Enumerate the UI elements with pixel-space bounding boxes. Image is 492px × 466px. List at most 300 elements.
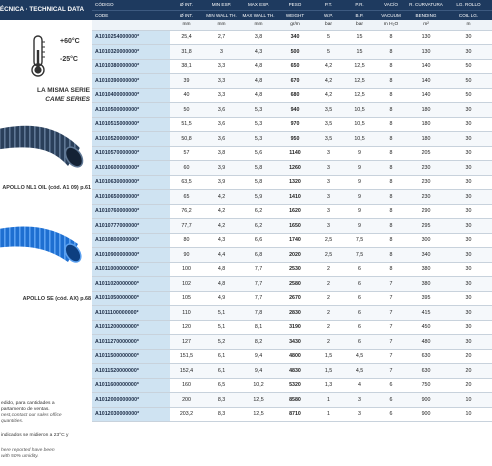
table-cell: 670 — [277, 74, 313, 89]
table-cell: 30 — [445, 175, 492, 190]
table-cell: 51,5 — [170, 117, 203, 132]
table-cell: 30 — [445, 233, 492, 248]
table-cell: 6 — [375, 378, 407, 393]
table-cell: 30 — [445, 306, 492, 321]
table-cell: 3,6 — [203, 117, 240, 132]
column-header: MAX ESP. — [240, 0, 277, 10]
table-cell: 900 — [407, 407, 445, 422]
table-cell: 1 — [313, 393, 344, 408]
table-cell: 8710 — [277, 407, 313, 422]
table-cell: 7,7 — [240, 291, 277, 306]
table-cell: 3430 — [277, 335, 313, 350]
series-heading-en: CAME SERIES — [45, 96, 90, 103]
table-row — [92, 30, 492, 45]
table-cell: 7 — [375, 320, 407, 335]
table-cell: 230 — [407, 190, 445, 205]
table-cell: 8 — [375, 74, 407, 89]
table-cell: 31,8 — [170, 45, 203, 60]
table-cell: 110 — [170, 306, 203, 321]
table-cell: 4,3 — [203, 233, 240, 248]
table-cell: 15 — [344, 45, 375, 60]
table-cell: 105 — [170, 291, 203, 306]
column-header-en: WEIGHT — [277, 10, 313, 20]
table-cell: 3 — [313, 190, 344, 205]
column-header-en: COIL LG. — [445, 10, 492, 20]
table-cell: 950 — [277, 132, 313, 147]
product-code-cell: A1010400000000* — [92, 88, 170, 103]
technical-data-table — [92, 0, 481, 466]
column-header-en: Ø INT. — [170, 10, 203, 20]
column-header-en: CODE — [92, 10, 170, 20]
table-cell: 4,2 — [203, 219, 240, 234]
temperature-range — [0, 30, 92, 80]
table-cell: 30 — [445, 335, 492, 350]
product-code-cell: A1010500000000* — [92, 103, 170, 118]
table-cell: 4830 — [277, 364, 313, 379]
table-cell: 340 — [407, 248, 445, 263]
table-cell: 140 — [407, 88, 445, 103]
table-cell: 2 — [313, 306, 344, 321]
table-cell: 12,5 — [344, 88, 375, 103]
table-cell: 10 — [445, 407, 492, 422]
table-row — [92, 335, 492, 350]
column-header: LG. ROLLO — [445, 0, 492, 10]
table-cell: 77,7 — [170, 219, 203, 234]
product-code-cell: A1010570000000* — [92, 146, 170, 161]
table-cell: 6,6 — [240, 233, 277, 248]
product-code-cell: A1011600000000* — [92, 378, 170, 393]
table-cell: 30 — [445, 291, 492, 306]
table-cell: 30 — [445, 262, 492, 277]
unit-cell: bar — [344, 20, 375, 30]
table-cell: 6 — [344, 277, 375, 292]
table-cell: 3,6 — [203, 132, 240, 147]
table-cell: 2530 — [277, 262, 313, 277]
table-cell: 10,2 — [240, 378, 277, 393]
table-cell: 8 — [375, 262, 407, 277]
column-header: R. CURVATURA — [407, 0, 445, 10]
table-cell: 680 — [277, 88, 313, 103]
table-cell: 160 — [170, 378, 203, 393]
table-cell: 127 — [170, 335, 203, 350]
table-row — [92, 175, 492, 190]
table-cell: 9 — [344, 204, 375, 219]
table-row — [92, 190, 492, 205]
table-cell: 76,2 — [170, 204, 203, 219]
table-cell: 3,8 — [240, 30, 277, 45]
table-cell: 205 — [407, 146, 445, 161]
table-cell: 8 — [375, 117, 407, 132]
table-cell: 38,1 — [170, 59, 203, 74]
table-cell: 2 — [313, 277, 344, 292]
table-row — [92, 233, 492, 248]
table-cell: 1410 — [277, 190, 313, 205]
table-cell: 10,5 — [344, 103, 375, 118]
table-cell: 5,3 — [240, 117, 277, 132]
table-cell: 4,2 — [203, 204, 240, 219]
product-code-cell: A1011270000000* — [92, 335, 170, 350]
table-cell: 3 — [344, 393, 375, 408]
table-cell: 480 — [407, 335, 445, 350]
column-header: CÓDIGO — [92, 0, 170, 10]
table-row — [92, 277, 492, 292]
units-row — [92, 20, 492, 30]
table-cell: 7,7 — [240, 262, 277, 277]
column-header-en: W.P. — [313, 10, 344, 20]
table-cell: 140 — [407, 59, 445, 74]
table-cell: 7 — [375, 364, 407, 379]
footnote-line: with 50% umidity. — [1, 454, 39, 459]
table-cell: 5,6 — [240, 146, 277, 161]
table-cell: 6 — [344, 320, 375, 335]
table-cell: 2 — [313, 320, 344, 335]
table-row — [92, 59, 492, 74]
table-cell: 5 — [313, 30, 344, 45]
table-cell: 230 — [407, 175, 445, 190]
table-cell: 6 — [344, 306, 375, 321]
footnote-line: quantities. — [1, 419, 24, 424]
table-cell: 4800 — [277, 349, 313, 364]
table-cell: 2670 — [277, 291, 313, 306]
table-cell: 1,5 — [313, 349, 344, 364]
table-cell: 30 — [445, 248, 492, 263]
table-row — [92, 219, 492, 234]
table-cell: 5,8 — [240, 161, 277, 176]
table-cell: 65 — [170, 190, 203, 205]
table-cell: 30 — [445, 190, 492, 205]
column-header: Ø INT. — [170, 0, 203, 10]
thermometer-icon — [28, 34, 48, 78]
table-cell: 9,4 — [240, 364, 277, 379]
unit-cell: mm — [170, 20, 203, 30]
table-cell: 1,5 — [313, 364, 344, 379]
product-code-cell: A1010390000000* — [92, 74, 170, 89]
table-cell: 6,2 — [240, 204, 277, 219]
table-cell: 4,2 — [313, 74, 344, 89]
table-cell: 9 — [344, 219, 375, 234]
table-cell: 4 — [344, 378, 375, 393]
table-cell: 2,5 — [313, 233, 344, 248]
section-header: ÉCNICA · TECHNICAL DATA — [0, 0, 92, 20]
table-cell: 50 — [445, 59, 492, 74]
table-cell: 3,5 — [313, 132, 344, 147]
table-cell: 300 — [407, 233, 445, 248]
column-header-en: MIN WALL TH. — [203, 10, 240, 20]
product-code-cell: A1010600000000* — [92, 161, 170, 176]
table-row — [92, 393, 492, 408]
table-cell: 3190 — [277, 320, 313, 335]
table-cell: 9 — [344, 190, 375, 205]
table-cell: 4,2 — [313, 59, 344, 74]
table-cell: 8 — [375, 103, 407, 118]
table-cell: 8 — [375, 161, 407, 176]
table-cell: 130 — [407, 30, 445, 45]
table-cell: 8,1 — [240, 320, 277, 335]
table-cell: 30 — [445, 204, 492, 219]
table-cell: 3 — [313, 175, 344, 190]
table-row — [92, 248, 492, 263]
unit-cell: mm — [203, 20, 240, 30]
product-code-cell: A1010380000000* — [92, 59, 170, 74]
product-code-cell: A1011000000000* — [92, 262, 170, 277]
product-code-cell: A1011500000000* — [92, 349, 170, 364]
table-cell: 50 — [170, 103, 203, 118]
table-cell: 450 — [407, 320, 445, 335]
table-cell: 2,5 — [313, 248, 344, 263]
product-code-cell: A1010630000000* — [92, 175, 170, 190]
same-series-heading — [37, 86, 90, 104]
product-code-cell: A1010900000000* — [92, 248, 170, 263]
table-cell: 7,5 — [344, 233, 375, 248]
table-cell: 9 — [344, 146, 375, 161]
product-code-cell: A1010520000000* — [92, 132, 170, 147]
table-cell: 30 — [445, 146, 492, 161]
table-cell: 9 — [344, 175, 375, 190]
table-cell: 5 — [313, 45, 344, 60]
table-cell: 30 — [445, 320, 492, 335]
table-cell: 30 — [445, 219, 492, 234]
table-row — [92, 378, 492, 393]
table-row — [92, 161, 492, 176]
table-cell: 6,1 — [203, 349, 240, 364]
table-cell: 4,4 — [203, 248, 240, 263]
footnote-line: here reported have been — [1, 448, 55, 453]
table-cell: 6 — [375, 407, 407, 422]
column-header: MIN ESP. — [203, 0, 240, 10]
table-cell: 8,3 — [203, 407, 240, 422]
table-cell: 3,6 — [203, 103, 240, 118]
product-code-cell: A1012000000000* — [92, 393, 170, 408]
table-cell: 630 — [407, 364, 445, 379]
table-cell: 4,2 — [313, 88, 344, 103]
table-cell: 5320 — [277, 378, 313, 393]
table-row — [92, 117, 492, 132]
table-cell: 4,8 — [240, 59, 277, 74]
max-temperature: +60°C — [60, 38, 80, 45]
table-cell: 7 — [375, 291, 407, 306]
table-cell: 7,7 — [240, 277, 277, 292]
table-cell: 9 — [344, 161, 375, 176]
table-cell: 3,8 — [203, 146, 240, 161]
table-cell: 30 — [445, 132, 492, 147]
table-cell: 5,1 — [203, 306, 240, 321]
table-cell: 5,8 — [240, 175, 277, 190]
table-cell: 63,5 — [170, 175, 203, 190]
unit-cell: m — [445, 20, 492, 30]
table-cell: 6,1 — [203, 364, 240, 379]
table-cell: 12,5 — [240, 393, 277, 408]
table-cell: 8 — [375, 175, 407, 190]
table-cell: 4,5 — [344, 349, 375, 364]
footnote-line: indicados se midieron a 23°C y — [1, 433, 69, 438]
table-cell: 3,9 — [203, 175, 240, 190]
table-cell: 1650 — [277, 219, 313, 234]
table-cell: 1260 — [277, 161, 313, 176]
column-header: P.T. — [313, 0, 344, 10]
table-cell: 8 — [375, 233, 407, 248]
table-cell: 3 — [313, 161, 344, 176]
table-cell: 203,2 — [170, 407, 203, 422]
table-cell: 2 — [313, 335, 344, 350]
table-cell: 4,8 — [240, 88, 277, 103]
table-cell: 3,5 — [313, 103, 344, 118]
table-cell: 5,2 — [203, 335, 240, 350]
table-row — [92, 146, 492, 161]
table-cell: 12,5 — [240, 407, 277, 422]
table-cell: 30 — [445, 117, 492, 132]
product-code-cell: A1010777000000* — [92, 219, 170, 234]
table-cell: 151,5 — [170, 349, 203, 364]
column-header: VACÍO — [375, 0, 407, 10]
table-cell: 900 — [407, 393, 445, 408]
unit-cell — [92, 20, 170, 30]
table-cell: 6,2 — [240, 219, 277, 234]
table-cell: 180 — [407, 132, 445, 147]
column-header: PESO — [277, 0, 313, 10]
table-cell: 30 — [445, 277, 492, 292]
table-cell: 290 — [407, 204, 445, 219]
table-cell: 60 — [170, 161, 203, 176]
table-cell: 30 — [445, 30, 492, 45]
unit-cell: m² — [407, 20, 445, 30]
table-row — [92, 204, 492, 219]
table-cell: 8 — [375, 30, 407, 45]
table-cell: 39 — [170, 74, 203, 89]
table-cell: 30 — [445, 161, 492, 176]
table-cell: 3,9 — [203, 161, 240, 176]
product-code-cell: A1010760000000* — [92, 204, 170, 219]
table-cell: 3 — [203, 45, 240, 60]
table-cell: 25,4 — [170, 30, 203, 45]
table-cell: 3 — [344, 407, 375, 422]
table-cell: 30 — [445, 45, 492, 60]
table-cell: 140 — [407, 74, 445, 89]
table-cell: 3,3 — [203, 88, 240, 103]
product-code-cell: A1011200000000* — [92, 320, 170, 335]
unit-cell: m H₂O — [375, 20, 407, 30]
table-cell: 2 — [313, 291, 344, 306]
table-cell: 2,7 — [203, 30, 240, 45]
table-cell: 8,3 — [203, 393, 240, 408]
column-header-en: VACUUM — [375, 10, 407, 20]
table-cell: 5,3 — [240, 103, 277, 118]
table-cell: 7,5 — [344, 248, 375, 263]
table-cell: 7 — [375, 306, 407, 321]
table-cell: 5,3 — [240, 132, 277, 147]
product-code-cell: A1010320000000* — [92, 45, 170, 60]
table-cell: 2830 — [277, 306, 313, 321]
product-code-cell: A1012030000000* — [92, 407, 170, 422]
table-cell: 5,1 — [203, 320, 240, 335]
table-cell: 12,5 — [344, 74, 375, 89]
table-cell: 3,3 — [203, 74, 240, 89]
table-cell: 8 — [375, 59, 407, 74]
table-row — [92, 320, 492, 335]
unit-cell: gr/m — [277, 20, 313, 30]
table-cell: 7,8 — [240, 306, 277, 321]
footnote-line: edido, para cantidades a — [1, 401, 55, 406]
table-cell: 130 — [407, 45, 445, 60]
hose-product-image — [0, 114, 92, 178]
table-cell: 80 — [170, 233, 203, 248]
column-header: P.R. — [344, 0, 375, 10]
table-cell: 8 — [375, 248, 407, 263]
table-row — [92, 407, 492, 422]
table-cell: 2 — [313, 262, 344, 277]
table-cell: 152,4 — [170, 364, 203, 379]
product1-caption: APOLLO NL1 OIL (cód. A1 09) p.61 — [2, 185, 91, 191]
table-cell: 6 — [344, 291, 375, 306]
table-cell: 8 — [375, 146, 407, 161]
left-panel — [0, 0, 92, 466]
table-cell: 50 — [445, 74, 492, 89]
product-code-cell: A1010515000000* — [92, 117, 170, 132]
table-cell: 30 — [445, 103, 492, 118]
table-cell: 3,5 — [313, 117, 344, 132]
table-cell: 4,9 — [203, 291, 240, 306]
column-header-en: BENDING — [407, 10, 445, 20]
table-row — [92, 262, 492, 277]
table-cell: 3 — [313, 204, 344, 219]
table-cell: 630 — [407, 349, 445, 364]
table-cell: 2020 — [277, 248, 313, 263]
table-cell: 970 — [277, 117, 313, 132]
table-cell: 7 — [375, 277, 407, 292]
table-row — [92, 132, 492, 147]
table-row — [92, 291, 492, 306]
table-cell: 7 — [375, 335, 407, 350]
footnote-line: nest,contact our sales office — [1, 413, 62, 418]
table-cell: 415 — [407, 306, 445, 321]
table-cell: 10,5 — [344, 117, 375, 132]
table-cell: 90 — [170, 248, 203, 263]
table-cell: 40 — [170, 88, 203, 103]
table-cell: 1620 — [277, 204, 313, 219]
table-cell: 6,5 — [203, 378, 240, 393]
table-cell: 4,2 — [203, 190, 240, 205]
table-cell: 8,2 — [240, 335, 277, 350]
table-cell: 8 — [375, 88, 407, 103]
table-cell: 10 — [445, 393, 492, 408]
table-cell: 8580 — [277, 393, 313, 408]
table-cell: 20 — [445, 349, 492, 364]
table-row — [92, 364, 492, 379]
column-header-en: MAX WALL TH. — [240, 10, 277, 20]
table-cell: 340 — [277, 30, 313, 45]
table-cell: 10,5 — [344, 132, 375, 147]
hose-product-image — [0, 216, 92, 270]
column-header-en: B.P. — [344, 10, 375, 20]
table-cell: 500 — [277, 45, 313, 60]
table-cell: 1140 — [277, 146, 313, 161]
product-code-cell: A1010650000000* — [92, 190, 170, 205]
table-cell: 4,8 — [203, 277, 240, 292]
table-cell: 1 — [313, 407, 344, 422]
table-cell: 6 — [344, 335, 375, 350]
table-row — [92, 74, 492, 89]
product-code-cell: A1011100000000* — [92, 306, 170, 321]
table-cell: 295 — [407, 219, 445, 234]
table-cell: 650 — [277, 59, 313, 74]
table-cell: 50,8 — [170, 132, 203, 147]
table-cell: 3,3 — [203, 59, 240, 74]
table-row — [92, 88, 492, 103]
table-cell: 380 — [407, 277, 445, 292]
table-row — [92, 103, 492, 118]
table-cell: 50 — [445, 88, 492, 103]
table-cell: 20 — [445, 364, 492, 379]
table-cell: 940 — [277, 103, 313, 118]
